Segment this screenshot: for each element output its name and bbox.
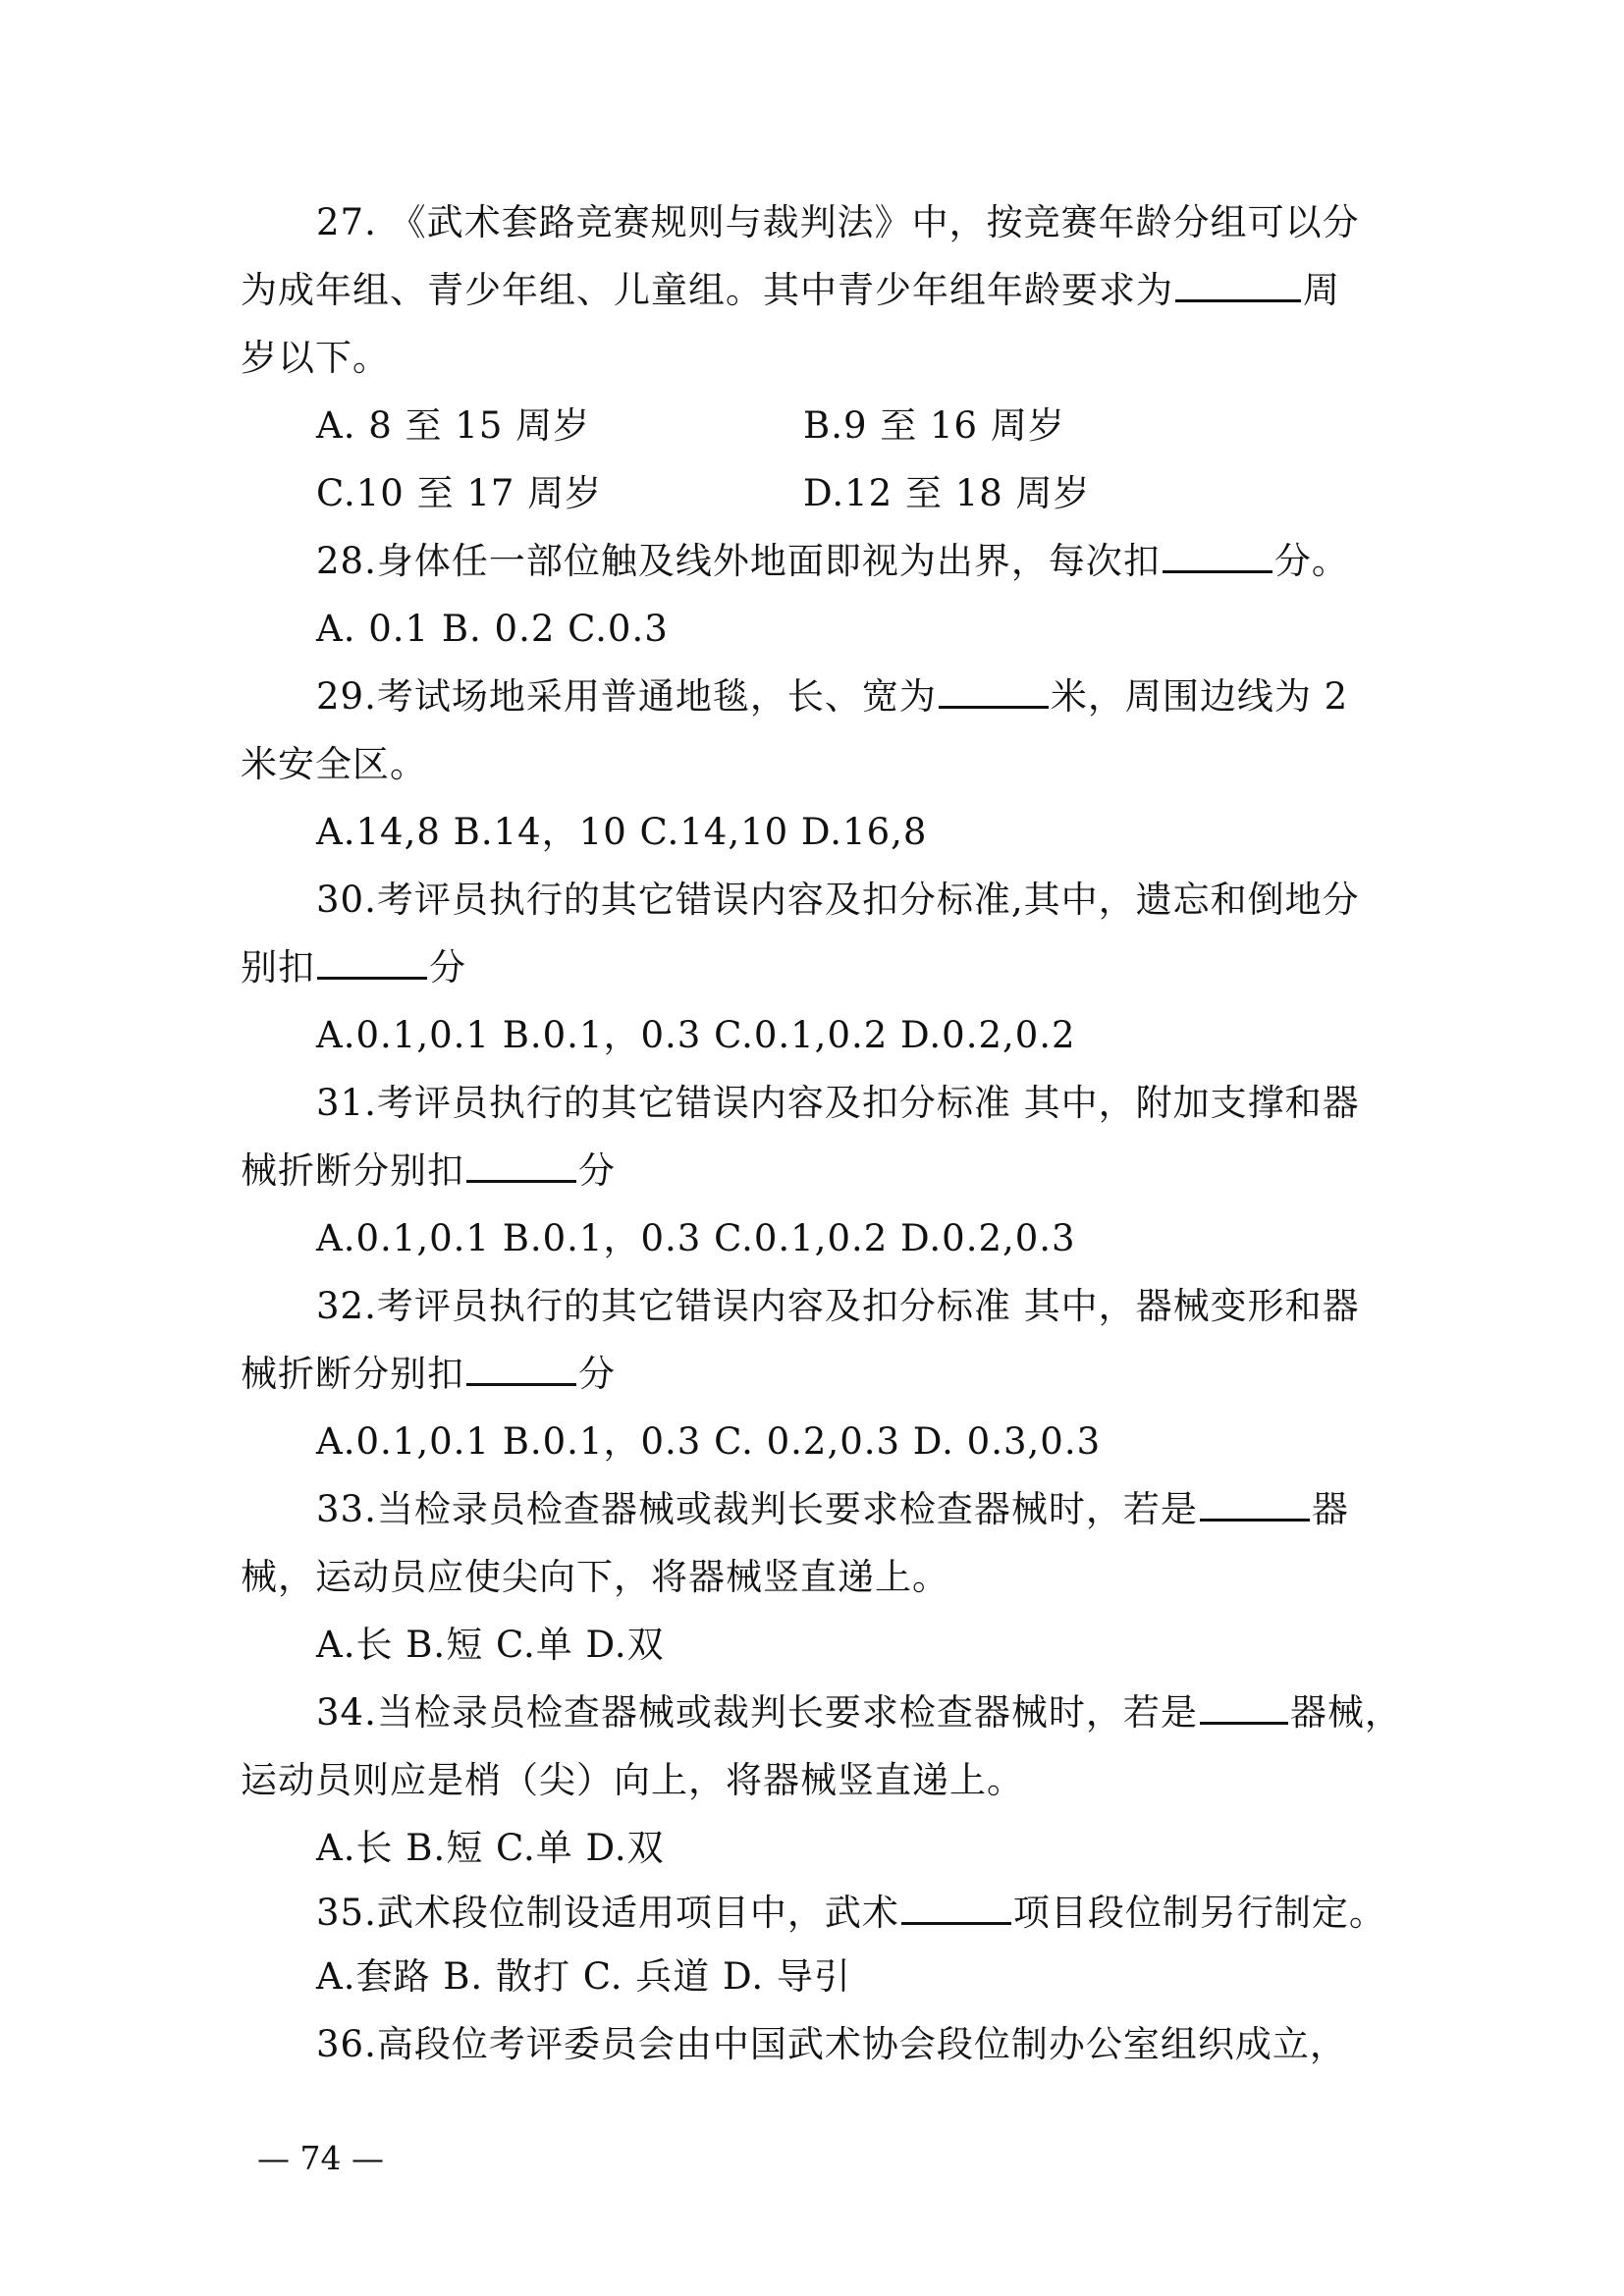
answer-blank bbox=[901, 1891, 1011, 1925]
q27-option-d: D.12 至 18 周岁 bbox=[803, 472, 1091, 514]
q34-line-2: 运动员则应是梢（尖）向上，将器械竖直递上。 bbox=[241, 1759, 1024, 1801]
q31-line-2 bbox=[241, 1148, 616, 1195]
q33-line-1-text: 33.当检录员检查器械或裁判长要求检查器械时，若是 bbox=[316, 1488, 1198, 1530]
q32-line-2-tail: 分 bbox=[578, 1353, 616, 1395]
q27-option-c: C.10 至 17 周岁 bbox=[316, 472, 603, 514]
q27-line-1: 27. 《武术套路竞赛规则与裁判法》中，按竞赛年龄分组可以分 bbox=[316, 201, 1360, 243]
q27-option-b: B.9 至 16 周岁 bbox=[803, 404, 1065, 447]
q35-line-1-text: 35.武术段位制设适用项目中，武术 bbox=[316, 1892, 899, 1934]
q28-options: A. 0.1 B. 0.2 C.0.3 bbox=[316, 608, 669, 650]
q29-line-2: 米安全区。 bbox=[241, 743, 427, 785]
q31-line-2-tail: 分 bbox=[578, 1149, 616, 1192]
q31-line-1: 31.考评员执行的其它错误内容及扣分标准 其中，附加支撑和器 bbox=[316, 1082, 1360, 1124]
q31-line-2-text: 械折断分别扣 bbox=[241, 1149, 464, 1192]
q29-line-1-tail: 米，周围边线为 2 bbox=[1050, 675, 1349, 718]
answer-blank bbox=[1200, 1690, 1288, 1725]
q27-line-2-text: 为成年组、青少年组、儿童组。其中青少年组年龄要求为 bbox=[241, 269, 1173, 311]
q32-line-1: 32.考评员执行的其它错误内容及扣分标准 其中，器械变形和器 bbox=[316, 1285, 1360, 1327]
q28-line-1-tail: 分。 bbox=[1273, 540, 1349, 582]
q32-options: A.0.1,0.1 B.0.1，0.3 C. 0.2,0.3 D. 0.3,0.3 bbox=[316, 1420, 1102, 1463]
q30-line-2-tail: 分 bbox=[429, 946, 466, 988]
q33-options: A.长 B.短 C.单 D.双 bbox=[316, 1624, 665, 1666]
q27-line-3: 岁以下。 bbox=[241, 337, 390, 379]
q34-line-1-tail: 器械， bbox=[1289, 1691, 1402, 1734]
answer-blank bbox=[466, 1352, 576, 1386]
q29-line-1 bbox=[316, 673, 1348, 721]
q32-line-2-text: 械折断分别扣 bbox=[241, 1353, 464, 1395]
q27-line-2 bbox=[241, 267, 1340, 314]
q29-options: A.14,8 B.14，10 C.14,10 D.16,8 bbox=[316, 811, 928, 853]
q34-line-1-text: 34.当检录员检查器械或裁判长要求检查器械时，若是 bbox=[316, 1691, 1198, 1734]
q35-line-1-tail: 项目段位制另行制定。 bbox=[1012, 1892, 1386, 1934]
q35-options: A.套路 B. 散打 C. 兵道 D. 导引 bbox=[316, 1955, 851, 1998]
q35-line-1 bbox=[316, 1890, 1386, 1937]
q28-line-1-text: 28.身体任一部位触及线外地面即视为出界，每次扣 bbox=[316, 540, 1161, 582]
q27-line-2-tail: 周 bbox=[1303, 269, 1340, 311]
q28-line-1 bbox=[316, 538, 1349, 585]
q29-line-1-text: 29.考试场地采用普通地毯，长、宽为 bbox=[316, 675, 937, 718]
q34-line-1 bbox=[316, 1689, 1402, 1736]
answer-blank bbox=[1200, 1487, 1310, 1522]
q30-line-1: 30.考评员执行的其它错误内容及扣分标准,其中，遗忘和倒地分 bbox=[316, 879, 1360, 921]
q33-line-2: 械，运动员应使尖向下，将器械竖直递上。 bbox=[241, 1556, 949, 1598]
q32-line-2 bbox=[241, 1351, 616, 1398]
q30-line-2-text: 别扣 bbox=[241, 946, 315, 988]
answer-blank bbox=[1175, 268, 1301, 302]
q33-line-1 bbox=[316, 1486, 1349, 1533]
q30-line-2 bbox=[241, 944, 466, 991]
q34-options: A.长 B.短 C.单 D.双 bbox=[316, 1827, 665, 1869]
q33-line-1-tail: 器 bbox=[1311, 1488, 1349, 1530]
page-number: — 74 — bbox=[257, 2139, 384, 2177]
answer-blank bbox=[939, 674, 1049, 709]
answer-blank bbox=[466, 1148, 576, 1183]
q31-options: A.0.1,0.1 B.0.1，0.3 C.0.1,0.2 D.0.2,0.3 bbox=[316, 1217, 1076, 1259]
answer-blank bbox=[1163, 539, 1272, 573]
q30-options: A.0.1,0.1 B.0.1，0.3 C.0.1,0.2 D.0.2,0.2 bbox=[316, 1014, 1076, 1056]
answer-blank bbox=[317, 945, 427, 980]
q36-line-1: 36.高段位考评委员会由中国武术协会段位制办公室组织成立， bbox=[316, 2023, 1347, 2065]
q27-option-a: A. 8 至 15 周岁 bbox=[316, 404, 591, 447]
